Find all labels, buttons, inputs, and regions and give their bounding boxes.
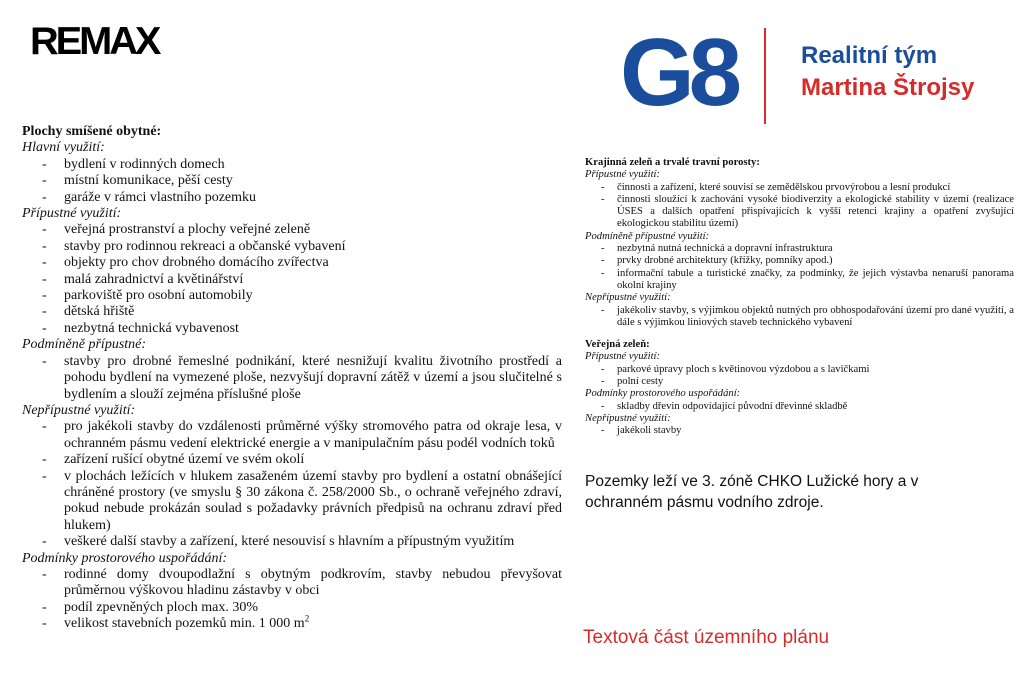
bullet-dash: - (42, 222, 47, 238)
list-item (585, 268, 1014, 293)
subsection-title: Podmínky prostorového uspořádání: (22, 550, 228, 566)
bullet-dash: - (42, 566, 47, 582)
item-text: v plochách ležících v hlukem zasaženém území stavby pro bydlení a ostatní obnášející chráněné prostory (ve smyslu § 30 zákona č. 258/2000 Sb., o ochraně veřejného zdraví, pokud nebude prokázán soulad s požadavky právních předpisů na ochranu zdraví před hlukem) (64, 468, 562, 533)
list-item-text (64, 173, 562, 189)
list-item-text (617, 182, 1014, 194)
list-item-text (64, 288, 562, 304)
item-text: místní komunikace, pěší cesty (64, 173, 233, 189)
logo-divider (764, 28, 766, 124)
item-text: parkové úpravy ploch s květinovou výzdobou a s lavičkami (617, 363, 870, 375)
section-gap (585, 329, 1014, 339)
item-text: pro jakékoli stavby do vzdálenosti průměrné výšky stromového patra od okraje lesa, v ochranném pásmu vedení elektrické energie a v manipulačním pásu podél vodních toků (64, 419, 562, 451)
list-item-text (617, 255, 1014, 267)
item-text: stavby pro drobné řemeslné podnikání, které nesnižují kvalitu životního prostředí a pohodu bydlení na vymezené ploše, nezvyšují dopravní zátěž v území a jsou slučitelné s bydlením a slouží zejména příslušné ploše (64, 353, 562, 402)
list-item-text (617, 376, 1014, 388)
bullet-dash: - (42, 320, 47, 336)
item-text: objekty pro chov drobného domácího zvířectva (64, 255, 329, 271)
bullet-dash: - (42, 271, 47, 287)
list-item (585, 194, 1014, 231)
subsection-title: Nepřípustné využití: (585, 292, 671, 304)
item-text: zařízení rušící obytné území ve svém okolí (64, 452, 305, 468)
item-text: rodinné domy dvoupodlažní s obytným podkrovím, stavby nebudou převyšovat průměrnou výškovou hladinu zástavby v obci (64, 566, 562, 599)
list-item (585, 401, 1014, 413)
item-text: podíl zpevněných ploch max. 30% (64, 599, 259, 615)
list-item (22, 321, 562, 337)
item-text: nezbytná technická vybavenost (64, 320, 239, 336)
bullet-dash: - (601, 255, 605, 267)
list-item-text (64, 419, 562, 452)
list-item-text (64, 304, 562, 320)
team-name-line2: Martina Štrojsy (801, 74, 975, 101)
bullet-dash: - (42, 419, 47, 435)
superscript: 2 (304, 613, 310, 624)
subsection-title: Přípustné využití: (22, 206, 122, 222)
list-item (22, 419, 562, 452)
bullet-dash: - (42, 288, 47, 304)
caption: Textová část územního plánu (583, 627, 830, 648)
subsection-title: Přípustné využití: (585, 351, 661, 363)
item-text: nezbytná nutná technická a dopravní infrastruktura (617, 243, 833, 255)
list-item (22, 304, 562, 320)
list-item (585, 376, 1014, 388)
list-item-text (617, 194, 1014, 231)
list-item (22, 534, 562, 550)
subsection-title: Podmíněně přípustné využití: (585, 230, 710, 242)
item-text: jakékoliv stavby, s výjimkou objektů nutných pro obhospodařování území pro dané využití, a dále s výjimkou liniových staveb technického vybavení (617, 304, 1014, 328)
list-item (22, 173, 562, 189)
item-text: parkoviště pro osobní automobily (64, 288, 253, 304)
bullet-dash: - (42, 255, 47, 271)
list-item (22, 255, 562, 271)
list-item-text (64, 567, 562, 600)
item-text: malá zahradnictví a květinářství (64, 271, 244, 287)
item-text: jakékoli stavby (617, 425, 682, 437)
list-item (22, 600, 562, 616)
bullet-dash: - (601, 181, 605, 193)
bullet-dash: - (601, 363, 605, 375)
list-item (585, 255, 1014, 267)
item-text: velikost stavebních pozemků min. 1 000 m (64, 616, 305, 632)
bullet-dash: - (601, 400, 605, 412)
subsection-title: Podmínky prostorového uspořádání: (585, 388, 741, 400)
list-item (585, 182, 1014, 194)
item-text: veřejná prostranství a plochy veřejné zeleně (64, 222, 311, 238)
list-item-text (617, 364, 1014, 376)
list-item-text (617, 305, 1014, 330)
list-item (22, 452, 562, 468)
left-column-mixed-residential (22, 124, 562, 633)
list-item-text (64, 469, 562, 535)
list-item-text (64, 534, 562, 550)
item-text: dětská hřiště (64, 304, 135, 320)
subsection-title: Nepřípustné využití: (585, 412, 671, 424)
list-item-text (64, 222, 562, 238)
property-note: Pozemky leží ve 3. zóně CHKO Lužické hory a v ochranném pásmu vodního zdroje. (585, 473, 919, 511)
bullet-dash: - (42, 189, 47, 205)
list-item-text (64, 613, 562, 632)
bullet-dash: - (601, 376, 605, 388)
section-heading: Krajinná zeleň a trvalé travní porosty: (585, 157, 760, 168)
right-column-green-areas (585, 157, 1014, 438)
item-text: veškeré další stavby a zařízení, které nesouvisí s hlavním a přípustným využitím (64, 534, 515, 550)
bullet-dash: - (42, 452, 47, 468)
list-item-text (617, 425, 1014, 437)
bullet-dash: - (42, 534, 47, 550)
bullet-dash: - (42, 616, 47, 632)
list-item (22, 288, 562, 304)
list-item (22, 354, 562, 403)
item-text: informační tabule a turistické značky, za podmínky, že jejich výstavba nenaruší panorama okolní krajiny (617, 267, 1014, 291)
list-item (22, 272, 562, 288)
list-item-text (64, 272, 562, 288)
list-item (585, 243, 1014, 255)
team-name-line1: Realitní tým (801, 42, 938, 69)
bullet-dash: - (42, 304, 47, 320)
list-item (22, 222, 562, 238)
list-item-text (64, 354, 562, 403)
list-item-text (64, 190, 562, 206)
list-item-text (617, 268, 1014, 293)
bullet-dash: - (42, 599, 47, 615)
list-item (585, 305, 1014, 330)
list-item (22, 567, 562, 600)
bullet-dash: - (42, 238, 47, 254)
item-text: skladby dřevin odpovídající původní dřevinné skladbě (617, 400, 848, 412)
bullet-dash: - (42, 173, 47, 189)
g8-logo: G8 (620, 19, 737, 126)
item-text: polní cesty (617, 376, 664, 388)
bullet-dash: - (42, 353, 47, 369)
bullet-dash: - (601, 243, 605, 255)
bullet-dash: - (42, 468, 47, 484)
list-item-text (64, 600, 562, 616)
section-heading: Plochy smíšené obytné: (22, 124, 162, 139)
list-item (22, 469, 562, 535)
section-heading: Veřejná zeleň: (585, 339, 650, 351)
bullet-dash: - (601, 267, 605, 279)
subsection-title: Přípustné využití: (585, 169, 661, 181)
subsection-title: Podmíněně přípustné: (22, 337, 147, 353)
list-item (22, 157, 562, 173)
list-item-text (617, 243, 1014, 255)
list-item-text (617, 401, 1014, 413)
bullet-dash: - (601, 304, 605, 316)
list-item-text (64, 452, 562, 468)
list-item (22, 613, 562, 632)
list-item-text (64, 321, 562, 337)
bullet-dash: - (42, 156, 47, 172)
bullet-dash: - (601, 425, 605, 437)
item-text: činnosti sloužící k zachování vysoké biodiverzity a ekologické stability v území (realizace ÚSES a dalších opatření přispívajících k vyšší retenci krajiny a opatření zvyšující ekologickou stabilitu území) (617, 193, 1014, 230)
item-text: stavby pro rodinnou rekreaci a občanské vybavení (64, 238, 346, 254)
remax-logo: REMAX (30, 20, 159, 63)
list-item-text (64, 239, 562, 255)
item-text: prvky drobné architektury (křížky, pomníky apod.) (617, 255, 833, 267)
subsection-title: Hlavní využití: (22, 140, 105, 156)
list-item-text (64, 157, 562, 173)
list-item (585, 425, 1014, 437)
item-text: garáže v rámci vlastního pozemku (64, 189, 257, 205)
bullet-dash: - (601, 193, 605, 205)
list-item (585, 364, 1014, 376)
list-item (22, 239, 562, 255)
list-item (22, 190, 562, 206)
item-text: činnosti a zařízení, které souvisí se zemědělskou prvovýrobou a lesní produkcí (617, 181, 951, 193)
subsection-title: Nepřípustné využití: (22, 402, 136, 418)
list-item-text (64, 255, 562, 271)
item-text: bydlení v rodinných domech (64, 156, 225, 172)
